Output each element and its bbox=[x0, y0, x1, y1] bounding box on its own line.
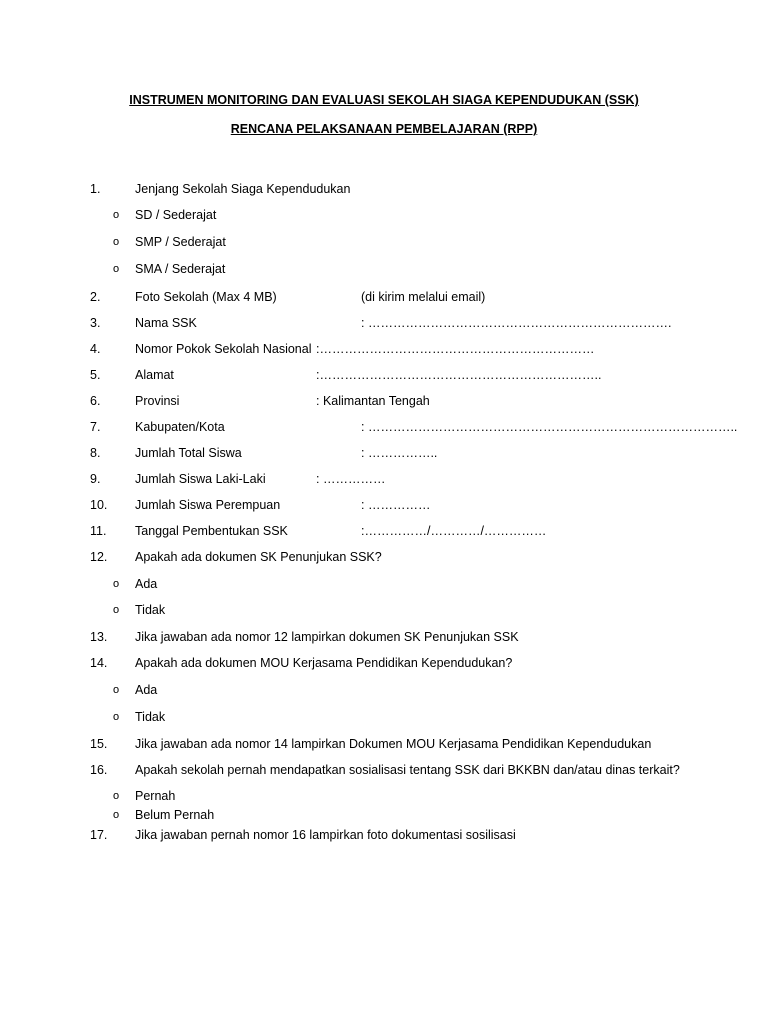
question-item bbox=[0, 340, 768, 358]
question-label: Nama SSK bbox=[135, 316, 197, 330]
question-number: 1. bbox=[90, 182, 101, 196]
bullet-icon: o bbox=[113, 684, 120, 696]
question-label: Jumlah Siswa Perempuan bbox=[135, 498, 281, 512]
question-number: 16. bbox=[90, 763, 108, 777]
bullet-icon: o bbox=[113, 711, 120, 723]
question-label: Apakah ada dokumen MOU Kerjasama Pendidikan Kependudukan? bbox=[135, 656, 513, 670]
option-item bbox=[0, 575, 768, 593]
question-label: Provinsi bbox=[135, 394, 180, 408]
question-number: 8. bbox=[90, 446, 101, 460]
question-item bbox=[0, 654, 768, 672]
option-label: Pernah bbox=[135, 789, 176, 803]
option-item bbox=[0, 601, 768, 619]
question-number: 3. bbox=[90, 316, 101, 330]
question-item bbox=[0, 180, 768, 198]
option-item bbox=[0, 787, 768, 805]
question-number: 7. bbox=[90, 420, 101, 434]
question-item bbox=[0, 761, 768, 779]
answer-field: : Kalimantan Tengah bbox=[316, 394, 430, 408]
question-label: Kabupaten/Kota bbox=[135, 420, 225, 434]
bullet-icon: o bbox=[113, 790, 120, 802]
question-number: 5. bbox=[90, 368, 101, 382]
question-item bbox=[0, 548, 768, 566]
answer-field: :……………/…………/…………… bbox=[361, 524, 547, 538]
question-number: 11. bbox=[90, 524, 107, 538]
document-title: INSTRUMEN MONITORING DAN EVALUASI SEKOLAH SIAGA KEPENDUDUKAN (SSK) bbox=[129, 93, 639, 107]
question-label: Jika jawaban ada nomor 14 lampirkan Dokumen MOU Kerjasama Pendidikan Kependudukan bbox=[135, 737, 652, 751]
bullet-icon: o bbox=[113, 578, 120, 590]
question-label: Tanggal Pembentukan SSK bbox=[135, 524, 288, 538]
question-label: Apakah ada dokumen SK Penunjukan SSK? bbox=[135, 550, 382, 564]
question-item bbox=[0, 366, 768, 384]
option-item bbox=[0, 806, 768, 824]
option-item bbox=[0, 708, 768, 726]
answer-field: : …………… bbox=[316, 472, 386, 486]
answer-field: : …………….. bbox=[361, 446, 438, 460]
question-number: 10. bbox=[90, 498, 108, 512]
answer-field: (di kirim melalui email) bbox=[361, 290, 486, 304]
question-number: 15. bbox=[90, 737, 108, 751]
question-number: 6. bbox=[90, 394, 101, 408]
bullet-icon: o bbox=[113, 263, 120, 275]
question-number: 4. bbox=[90, 342, 101, 356]
option-label: Ada bbox=[135, 577, 158, 591]
answer-field: :………………………………………………………… bbox=[316, 342, 595, 356]
answer-field: : …………… bbox=[361, 498, 431, 512]
question-label: Jumlah Total Siswa bbox=[135, 446, 242, 460]
option-label: Tidak bbox=[135, 710, 166, 724]
question-number: 13. bbox=[90, 630, 108, 644]
question-label: Jika jawaban ada nomor 12 lampirkan dokumen SK Penunjukan SSK bbox=[135, 630, 519, 644]
option-label: Belum Pernah bbox=[135, 808, 215, 822]
option-item bbox=[0, 206, 768, 224]
question-item bbox=[0, 288, 768, 306]
answer-field: : …………………………………………………………………………….. bbox=[361, 420, 738, 434]
question-label: Jenjang Sekolah Siaga Kependudukan bbox=[135, 182, 351, 196]
question-item bbox=[0, 522, 768, 540]
bullet-icon: o bbox=[113, 809, 120, 821]
question-item bbox=[0, 628, 768, 646]
option-label: SMP / Sederajat bbox=[135, 235, 226, 249]
answer-field: :………………………………………………………….. bbox=[316, 368, 602, 382]
question-item bbox=[0, 314, 768, 332]
option-item bbox=[0, 681, 768, 699]
option-label: SD / Sederajat bbox=[135, 208, 217, 222]
question-item bbox=[0, 392, 768, 410]
question-item bbox=[0, 444, 768, 462]
option-label: Tidak bbox=[135, 603, 166, 617]
question-label: Jumlah Siswa Laki-Laki bbox=[135, 472, 266, 486]
question-label: Alamat bbox=[135, 368, 174, 382]
question-number: 9. bbox=[90, 472, 101, 486]
question-label: Nomor Pokok Sekolah Nasional bbox=[135, 342, 312, 356]
bullet-icon: o bbox=[113, 236, 120, 248]
answer-field: : ………………………………………………………………. bbox=[361, 316, 672, 330]
question-item bbox=[0, 418, 768, 436]
question-number: 12. bbox=[90, 550, 108, 564]
question-item bbox=[0, 826, 768, 844]
option-label: SMA / Sederajat bbox=[135, 262, 226, 276]
question-number: 17. bbox=[90, 828, 108, 842]
question-item bbox=[0, 496, 768, 514]
option-label: Ada bbox=[135, 683, 158, 697]
bullet-icon: o bbox=[113, 604, 120, 616]
question-number: 14. bbox=[90, 656, 108, 670]
question-item bbox=[0, 735, 768, 753]
question-label: Apakah sekolah pernah mendapatkan sosialisasi tentang SSK dari BKKBN dan/atau dinas terkait? bbox=[135, 763, 680, 777]
question-item bbox=[0, 470, 768, 488]
document-subtitle: RENCANA PELAKSANAAN PEMBELAJARAN (RPP) bbox=[230, 122, 538, 136]
option-item bbox=[0, 260, 768, 278]
question-number: 2. bbox=[90, 290, 101, 304]
question-label: Jika jawaban pernah nomor 16 lampirkan foto dokumentasi sosilisasi bbox=[135, 828, 516, 842]
bullet-icon: o bbox=[113, 209, 120, 221]
option-item bbox=[0, 233, 768, 251]
question-label: Foto Sekolah (Max 4 MB) bbox=[135, 290, 277, 304]
